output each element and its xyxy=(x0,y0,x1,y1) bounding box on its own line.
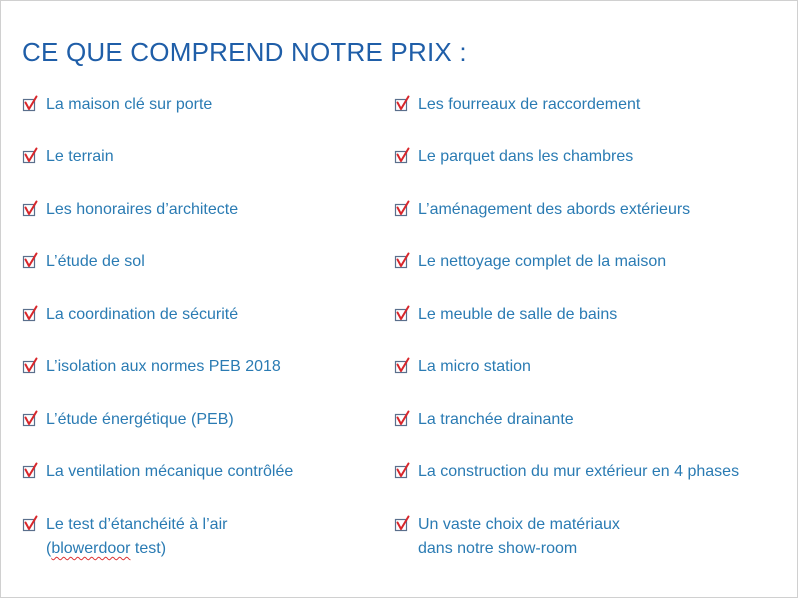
item-label: La maison clé sur porte xyxy=(46,96,213,113)
list-item xyxy=(394,303,617,327)
checkbox-checkmark-icon xyxy=(394,95,412,113)
list-item xyxy=(394,460,739,484)
checkbox-checkmark-icon xyxy=(394,515,412,533)
item-label-line-1: Le test d’étanchéité à l’air xyxy=(46,516,228,533)
list-item xyxy=(394,145,633,169)
list-item xyxy=(22,145,114,169)
item-label xyxy=(46,513,227,561)
list-item xyxy=(394,250,666,274)
list-item xyxy=(22,460,293,484)
checkbox-checkmark-icon xyxy=(394,252,412,270)
item-label xyxy=(418,513,620,561)
checkbox-checkmark-icon xyxy=(22,95,40,113)
item-label-line-2: dans notre show-room xyxy=(418,540,578,557)
checkbox-checkmark-icon xyxy=(22,410,40,428)
item-label: Le meuble de salle de bains xyxy=(418,306,618,323)
checkbox-checkmark-icon xyxy=(22,305,40,323)
item-label: Le parquet dans les chambres xyxy=(418,148,634,165)
line2-suffix: test) xyxy=(130,540,167,557)
item-label-line-2 xyxy=(46,537,227,561)
item-label: La ventilation mécanique contrôlée xyxy=(46,463,294,480)
checkbox-checkmark-icon xyxy=(22,357,40,375)
item-label: L’étude de sol xyxy=(46,253,145,270)
checkbox-checkmark-icon xyxy=(394,462,412,480)
list-item xyxy=(394,408,574,432)
checkbox-checkmark-icon xyxy=(394,305,412,323)
item-label: Les honoraires d’architecte xyxy=(46,201,239,218)
item-label: L’aménagement des abords extérieurs xyxy=(418,201,691,218)
item-label: Le terrain xyxy=(46,148,114,165)
list-item xyxy=(394,198,690,222)
list-item xyxy=(22,198,238,222)
checkbox-checkmark-icon xyxy=(394,357,412,375)
list-item xyxy=(22,250,145,274)
item-label: L’étude énergétique (PEB) xyxy=(46,411,234,428)
checkbox-checkmark-icon xyxy=(394,200,412,218)
item-label: Le nettoyage complet de la maison xyxy=(418,253,667,270)
item-label: La micro station xyxy=(418,358,531,375)
checkbox-checkmark-icon xyxy=(394,147,412,165)
item-label-line-1: Un vaste choix de matériaux xyxy=(418,516,620,533)
list-item xyxy=(22,513,227,561)
list-item xyxy=(394,513,620,561)
item-label: L’isolation aux normes PEB 2018 xyxy=(46,358,281,375)
paren-open: ( xyxy=(46,540,52,557)
list-item xyxy=(22,355,281,379)
checkbox-checkmark-icon xyxy=(22,515,40,533)
item-label: La tranchée drainante xyxy=(418,411,574,428)
checkbox-checkmark-icon xyxy=(22,252,40,270)
item-label: La construction du mur extérieur en 4 phases xyxy=(418,463,740,480)
page-title: CE QUE COMPREND NOTRE PRIX : xyxy=(22,37,467,67)
list-item xyxy=(22,93,212,117)
checkbox-checkmark-icon xyxy=(22,462,40,480)
item-label: La coordination de sécurité xyxy=(46,306,239,323)
checkbox-checkmark-icon xyxy=(22,147,40,165)
list-item xyxy=(22,408,234,432)
list-item xyxy=(394,93,640,117)
item-label: Les fourreaux de raccordement xyxy=(418,96,641,113)
checkbox-checkmark-icon xyxy=(394,410,412,428)
checkbox-checkmark-icon xyxy=(22,200,40,218)
list-item xyxy=(394,355,531,379)
spellcheck-word: blowerdoor xyxy=(51,540,131,557)
list-item xyxy=(22,303,238,327)
